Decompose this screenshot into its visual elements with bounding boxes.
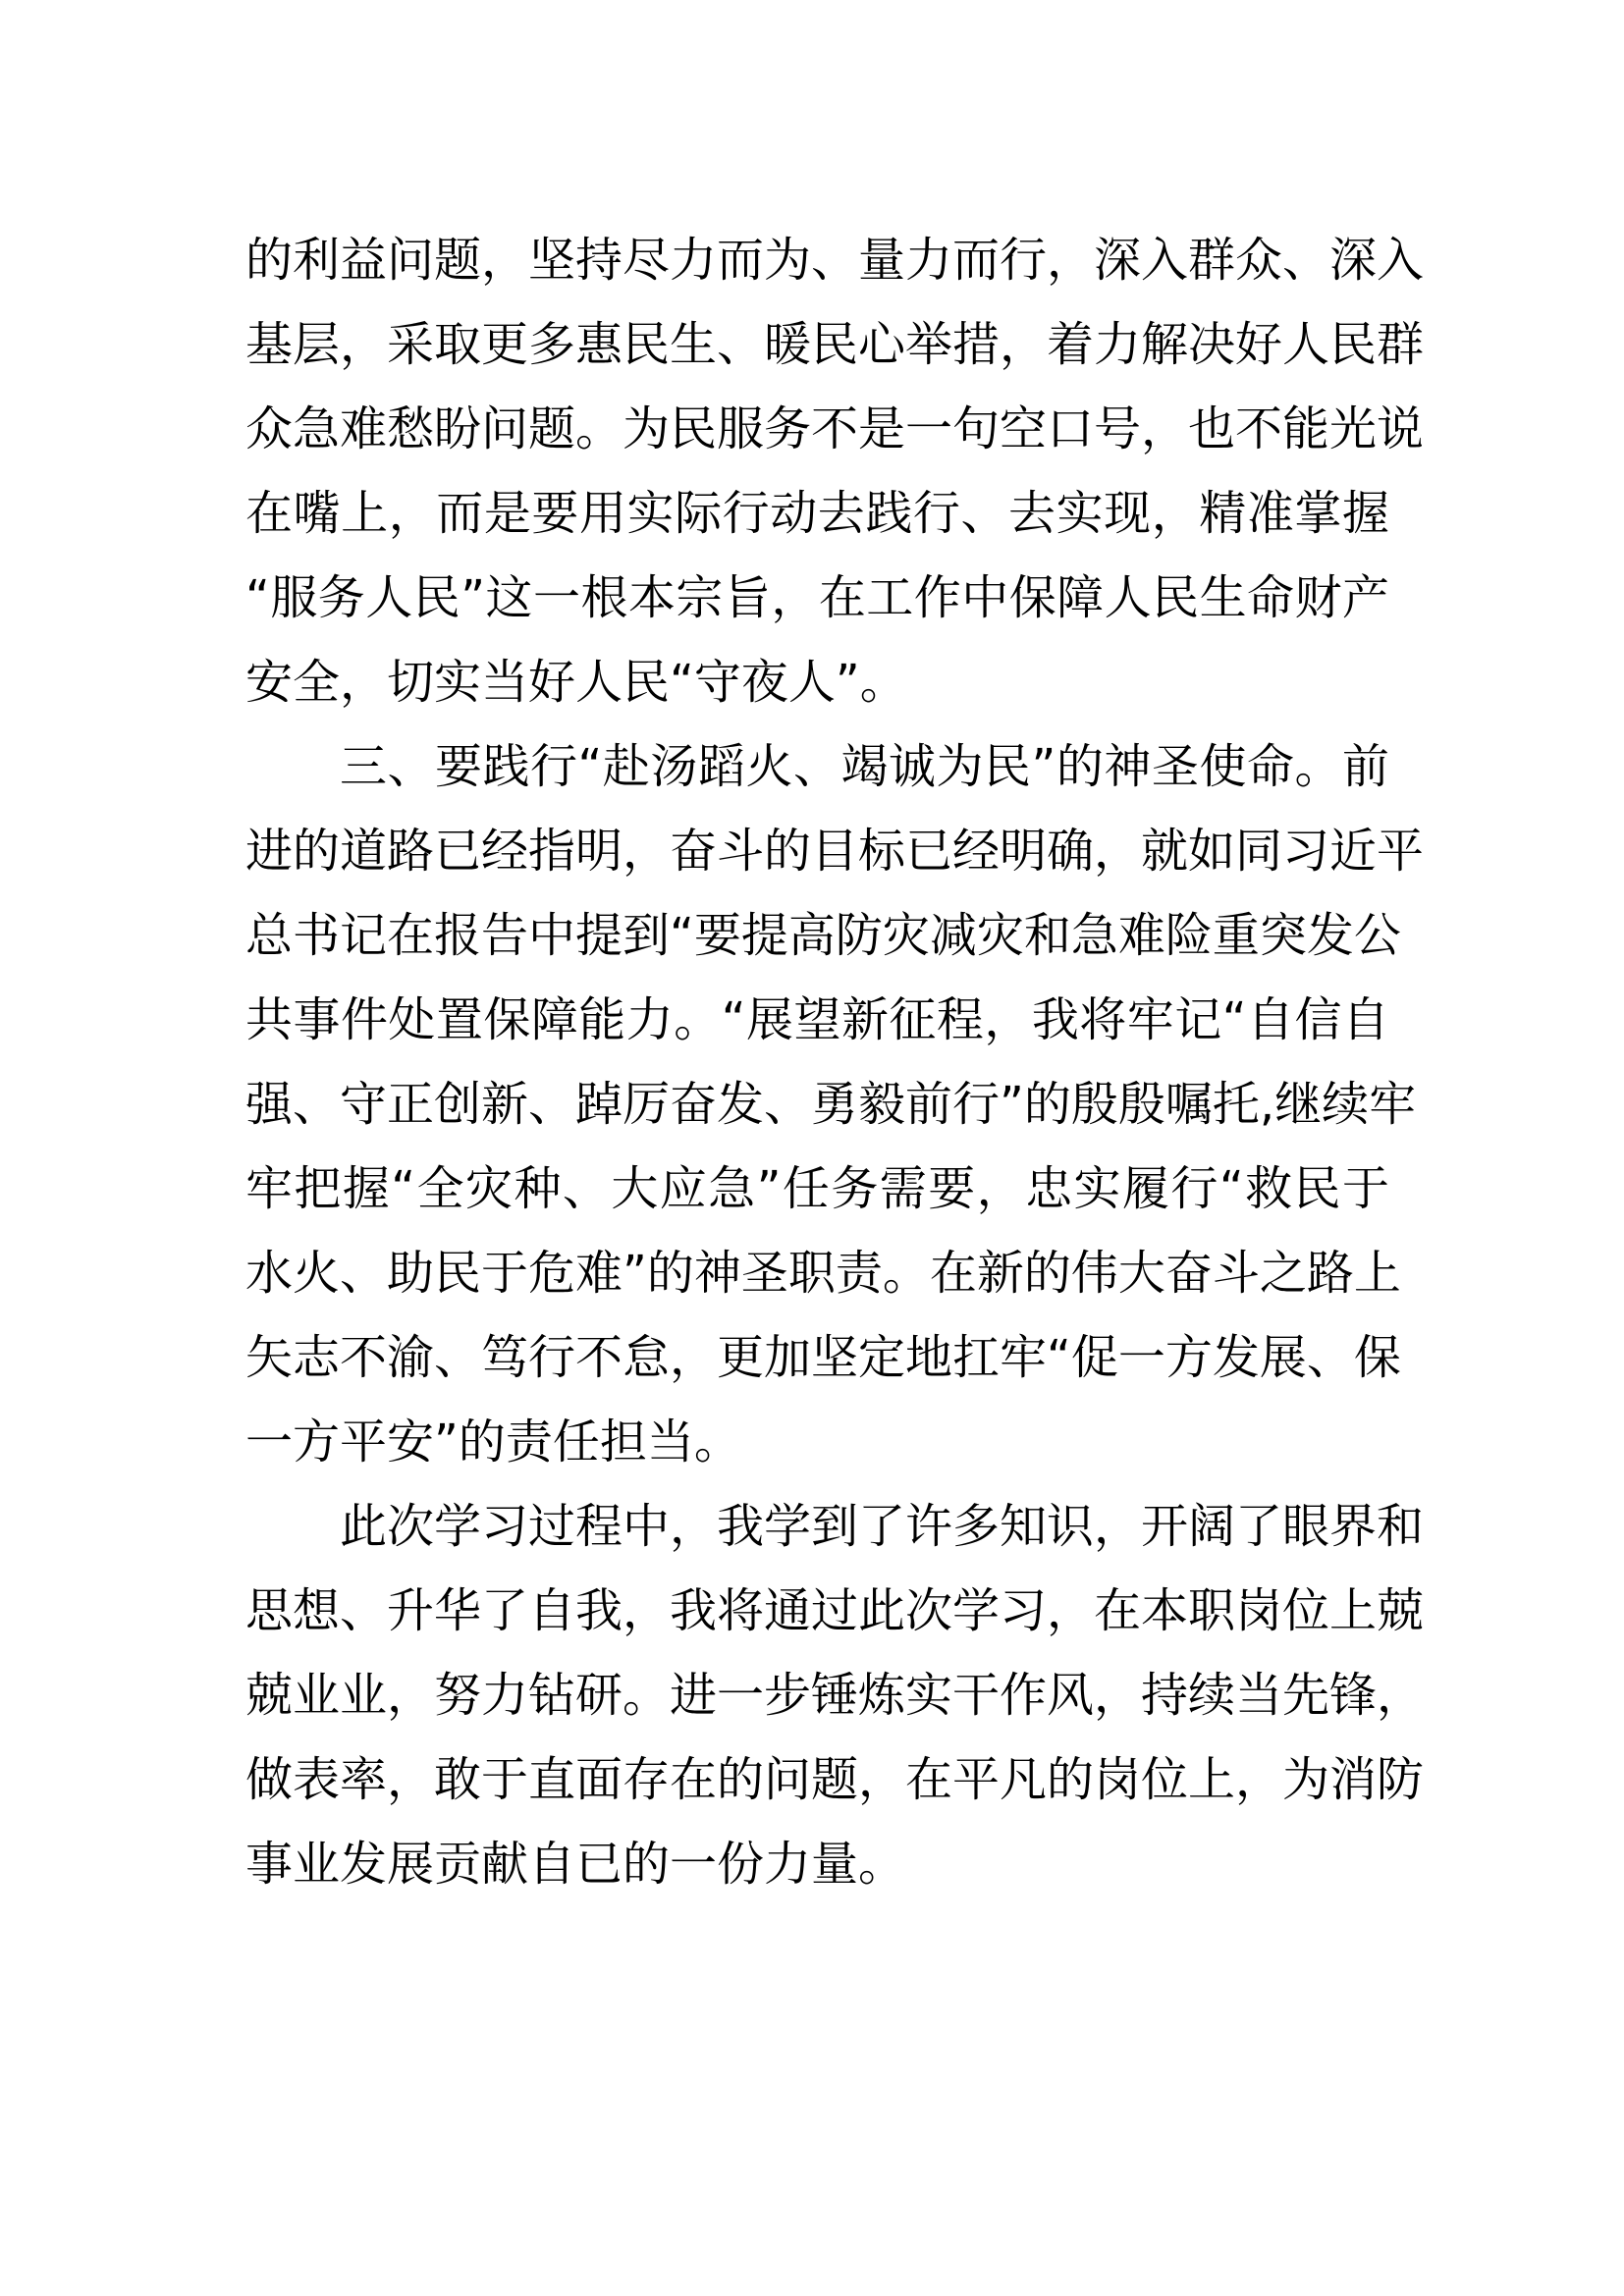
paragraph-line: 牢把握“全灾种、大应急”任务需要，忠实履行“救民于 xyxy=(245,1161,1389,1216)
paragraph-3 xyxy=(245,1484,1425,1906)
paragraph-line: 三、要践行“赴汤蹈火、竭诚为民”的神圣使命。前 xyxy=(340,739,1389,794)
paragraph-line: 此次学习过程中，我学到了许多知识，开阔了眼界和 xyxy=(340,1499,1425,1554)
paragraph-line: 众急难愁盼问题。为民服务不是一句空口号，也不能光说 xyxy=(245,401,1425,456)
paragraph-line: 思想、升华了自我，我将通过此次学习，在本职岗位上兢 xyxy=(245,1583,1425,1638)
paragraph-line: “服务人民”这一根本宗旨，在工作中保障人民生命财产 xyxy=(245,570,1389,625)
paragraph-line: 一方平安”的责任担当。 xyxy=(245,1415,741,1469)
paragraph-line: 事业发展贡献自已的一份力量。 xyxy=(245,1837,906,1892)
paragraph-line: 安全，切实当好人民“守夜人”。 xyxy=(245,655,907,710)
paragraph-line: 总书记在报告中提到“要提高防灾减灾和急难险重突发公 xyxy=(245,908,1401,963)
paragraph-line: 强、守正创新、踔厉奋发、勇毅前行”的殷殷嘱托,继续牢 xyxy=(245,1077,1417,1132)
paragraph-line: 进的道路已经指明，奋斗的目标已经明确，就如同习近平 xyxy=(245,824,1425,879)
paragraph-line: 兢业业，努力钻研。进一步锤炼实干作风，持续当先锋， xyxy=(245,1668,1425,1723)
paragraph-line: 水火、助民于危难”的神圣职责。在新的伟大奋斗之路上 xyxy=(245,1246,1401,1301)
paragraph-2 xyxy=(245,724,1425,1484)
document-body xyxy=(245,218,1425,1906)
paragraph-line: 的利益问题，坚持尽力而为、量力而行，深入群众、深入 xyxy=(245,233,1425,288)
paragraph-line: 共事件处置保障能力。“展望新征程，我将牢记“自信自 xyxy=(245,992,1389,1047)
paragraph-line: 做表率，敢于直面存在的问题，在平凡的岗位上，为消防 xyxy=(245,1752,1425,1807)
paragraph-line: 基层，采取更多惠民生、暖民心举措，着力解决好人民群 xyxy=(245,317,1425,372)
paragraph-line: 矢志不渝、笃行不怠，更加坚定地扛牢“促一方发展、保 xyxy=(245,1330,1401,1385)
paragraph-line: 在嘴上，而是要用实际行动去践行、去实现，精准掌握 xyxy=(245,486,1389,541)
paragraph-1 xyxy=(245,218,1425,724)
